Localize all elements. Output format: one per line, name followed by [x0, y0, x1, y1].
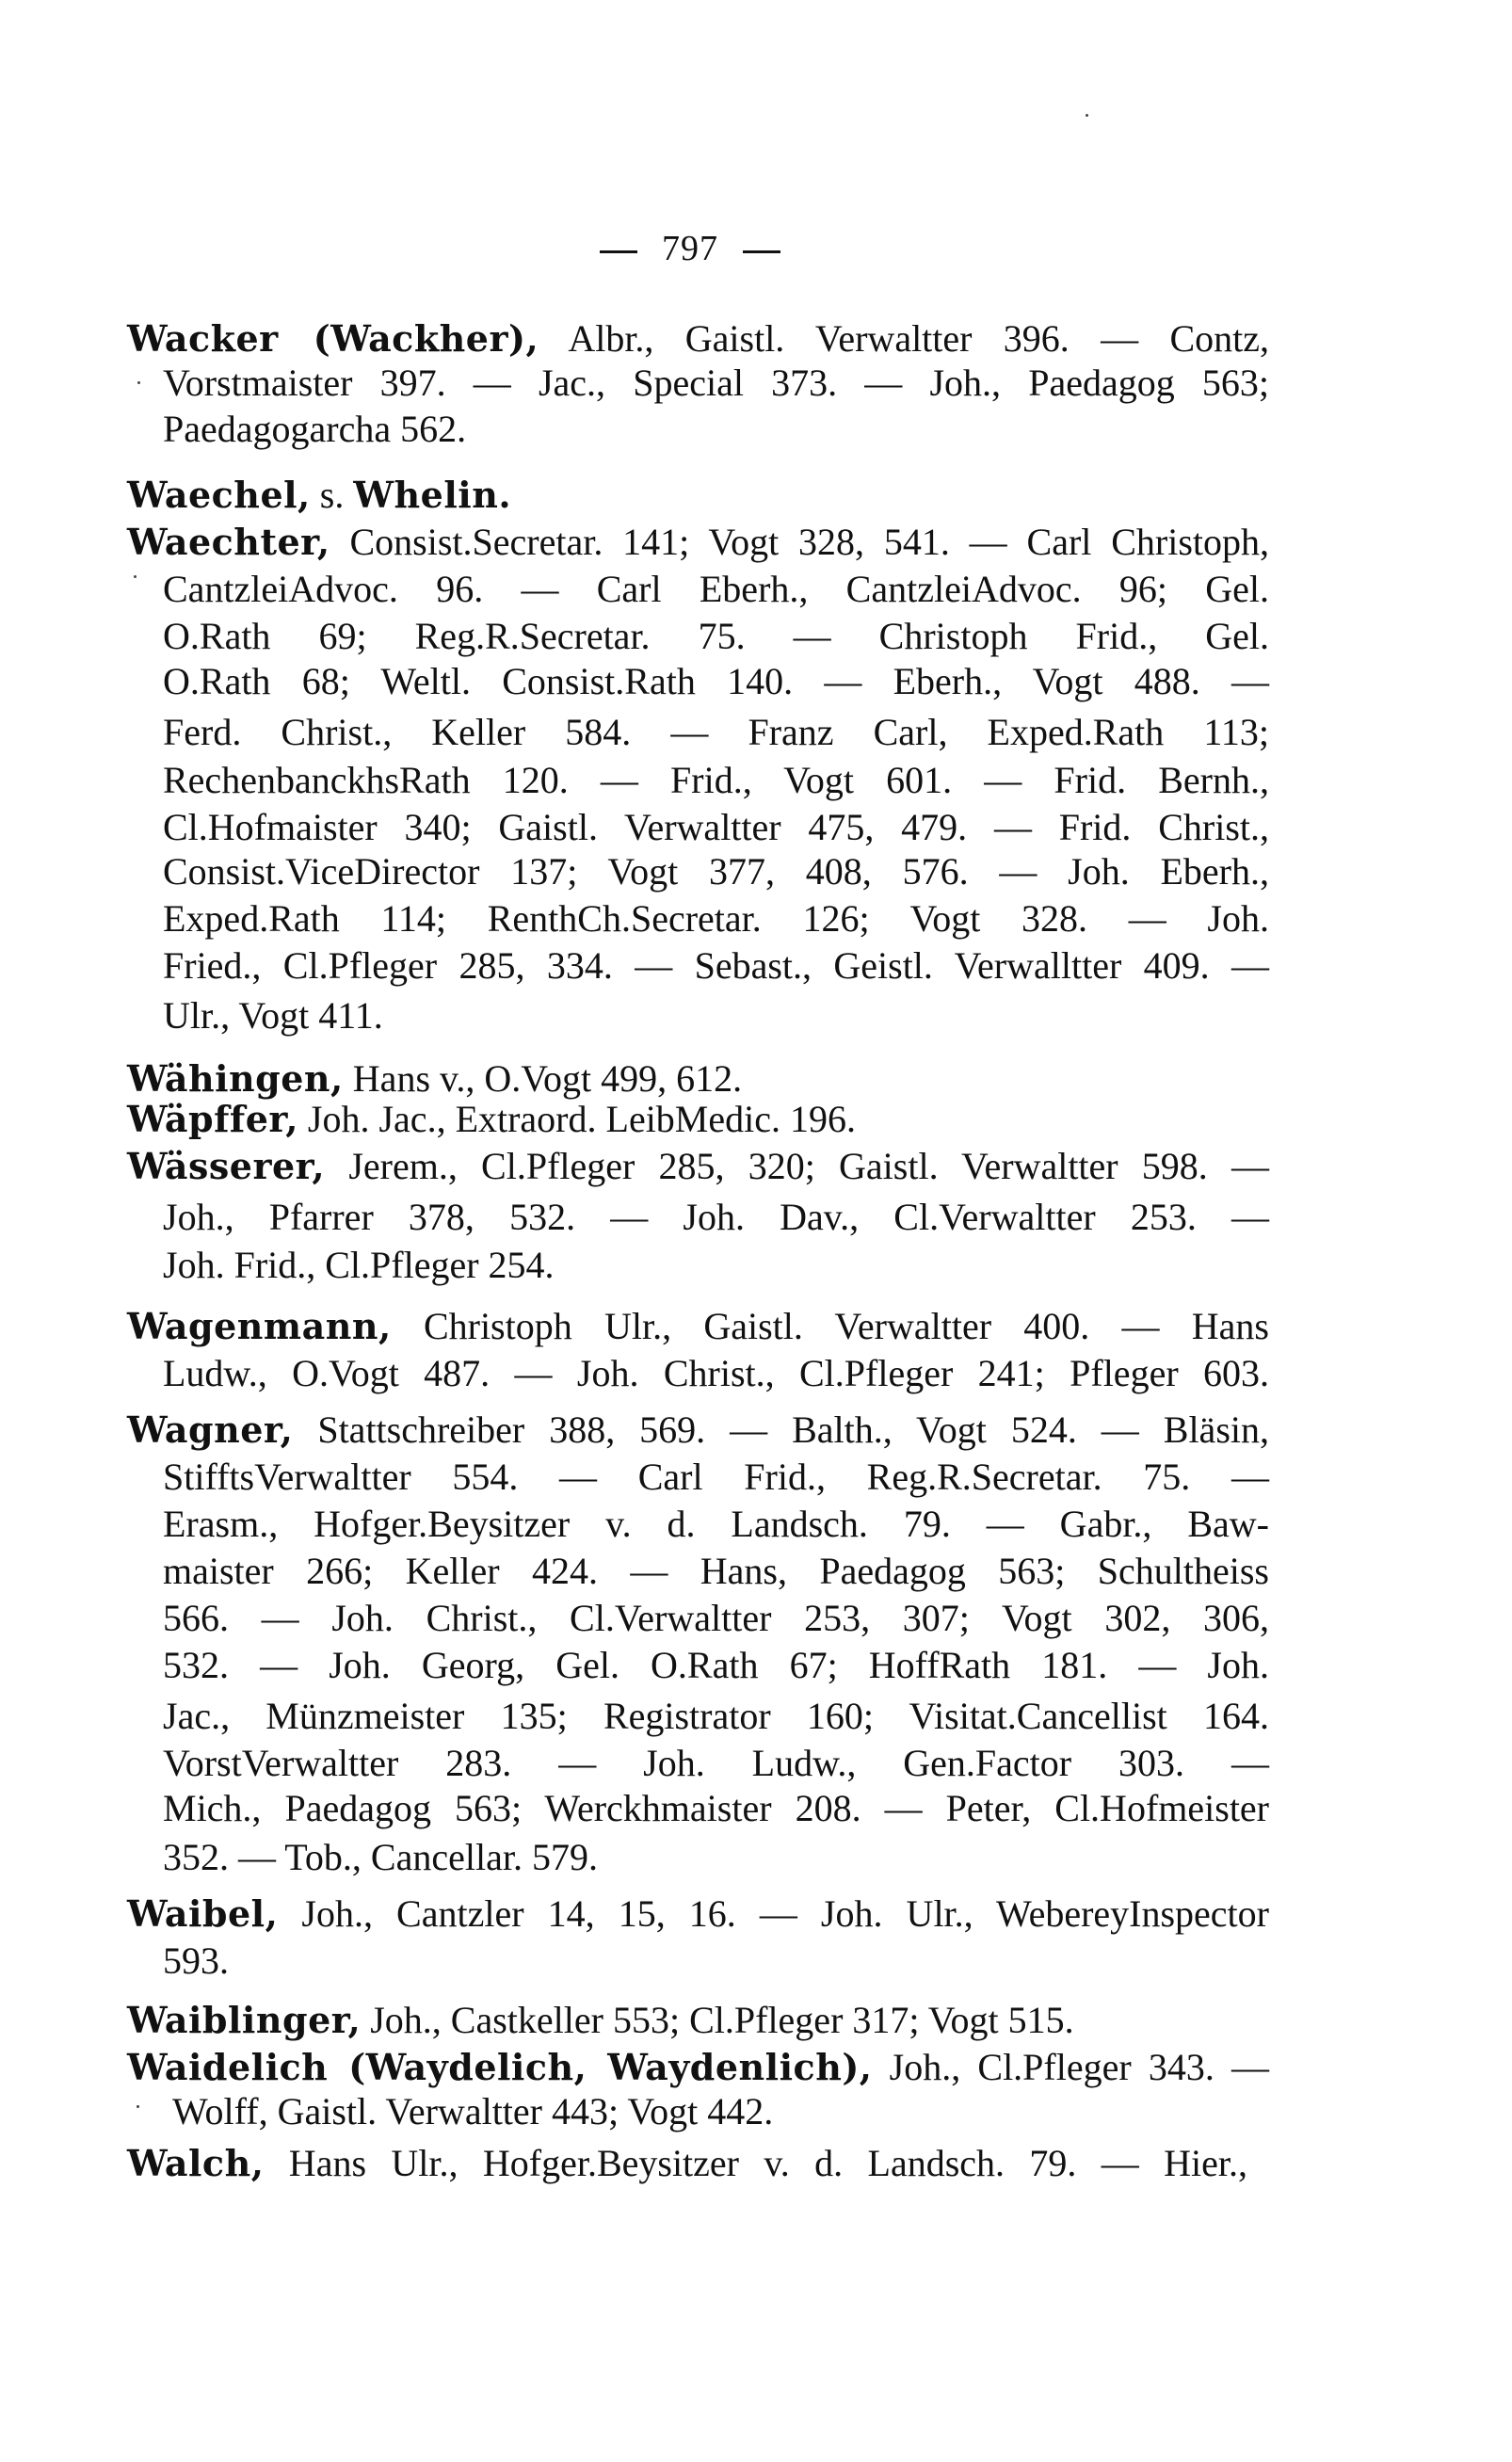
entry-line: Fried., Cl.Pfleger 285, 334. — Sebast., Geistl. Verwalltter 409. —	[163, 944, 1269, 987]
entry-line	[127, 316, 1269, 362]
entry-line: 566. — Joh. Christ., Cl.Verwaltter 253, 307; Vogt 302, 306,	[163, 1597, 1269, 1639]
entry-line: Joh., Pfarrer 378, 532. — Joh. Dav., Cl.Verwaltter 253. —	[163, 1196, 1269, 1238]
headword: Waiblinger,	[127, 1999, 362, 2041]
entry-line: Ulr., Vogt 411.	[163, 994, 383, 1037]
entry-line: O.Rath 69; Reg.R.Secretar. 75. — Christoph Frid., Gel.	[163, 615, 1269, 657]
headword: Wacker (Wackher),	[127, 317, 539, 360]
headword: Waechter,	[127, 521, 330, 563]
entry-text: Jerem., Cl.Pfleger 285, 320; Gaistl. Verwaltter 598. —	[325, 1145, 1269, 1187]
entry-line	[127, 1304, 1269, 1349]
entry-line	[127, 1144, 1269, 1189]
entry-line: CantzleiAdvoc. 96. — Carl Eberh., CantzleiAdvoc. 96; Gel.	[163, 568, 1269, 610]
entry-line	[127, 1998, 1074, 2043]
scan-speck	[137, 381, 140, 384]
headword: Wässerer,	[127, 1145, 326, 1187]
entry-line: maister 266; Keller 424. — Hans, Paedagog 563; Schultheiss	[163, 1550, 1269, 1592]
entry-text: Stattschreiber 388, 569. — Balth., Vogt 524. — Bläsin,	[293, 1408, 1269, 1451]
entry-text: Joh., Cl.Pfleger 343. —	[872, 2046, 1269, 2088]
entry-text: Joh., Castkeller 553; Cl.Pfleger 317; Vogt 515.	[361, 1999, 1074, 2041]
entry-line: Mich., Paedagog 563; Werckhmaister 208. — Peter, Cl.Hofmeister	[163, 1787, 1269, 1829]
entry-line	[127, 2141, 1247, 2186]
entry-line	[127, 1891, 1269, 1937]
entry-line: 352. — Tob., Cancellar. 579.	[163, 1836, 598, 1878]
page-number-value: 797	[662, 229, 718, 268]
entry-line	[127, 1056, 742, 1102]
entry-line: StifftsVerwaltter 554. — Carl Frid., Reg.R.Secretar. 75. —	[163, 1456, 1269, 1498]
entry-text: Albr., Gaistl. Verwaltter 396. — Contz,	[539, 317, 1270, 360]
entry-line: VorstVerwaltter 283. — Joh. Ludw., Gen.Factor 303. —	[163, 1742, 1269, 1784]
entry-line	[127, 473, 511, 518]
headword: Wagenmann,	[127, 1305, 392, 1347]
entry-text: Consist.Secretar. 141; Vogt 328, 541. — Carl Christoph,	[330, 521, 1269, 563]
entry-line: O.Rath 68; Weltl. Consist.Rath 140. — Eberh., Vogt 488. —	[163, 660, 1269, 702]
entry-line	[127, 520, 1269, 565]
headword: Wäpffer,	[127, 1098, 298, 1140]
entry-line: Erasm., Hofger.Beysitzer v. d. Landsch. 79. — Gabr., Baw-	[163, 1503, 1269, 1545]
headword: Waidelich (Waydelich, Waydenlich),	[127, 2046, 873, 2088]
entry-text: Hans v., O.Vogt 499, 612.	[343, 1057, 743, 1100]
entry-line: 593.	[163, 1939, 229, 1982]
entry-text: Joh. Jac., Extraord. LeibMedic. 196.	[298, 1098, 856, 1140]
entry-text: Hans Ulr., Hofger.Beysitzer v. d. Landsch. 79. — Hier.,	[264, 2142, 1247, 2184]
entry-line	[127, 1097, 856, 1142]
entry-line: Jac., Münzmeister 135; Registrator 160; Visitat.Cancellist 164.	[163, 1695, 1269, 1737]
entry-line: Wolff, Gaistl. Verwaltter 443; Vogt 442.	[172, 2090, 774, 2132]
entry-line: RechenbanckhsRath 120. — Frid., Vogt 601. — Frid. Bernh.,	[163, 759, 1269, 801]
cross-reference: Whelin.	[353, 474, 512, 516]
headword: Wagner,	[127, 1408, 294, 1451]
headword: Waechel,	[127, 474, 311, 516]
entry-line: Ferd. Christ., Keller 584. — Franz Carl, Exped.Rath 113;	[163, 711, 1269, 753]
headword: Wähingen,	[127, 1057, 344, 1100]
entry-line: 532. — Joh. Georg, Gel. O.Rath 67; HoffRath 181. — Joh.	[163, 1644, 1269, 1686]
page-number	[0, 228, 1380, 269]
entry-line: Exped.Rath 114; RenthCh.Secretar. 126; Vogt 328. — Joh.	[163, 897, 1269, 940]
entry-line: Joh. Frid., Cl.Pfleger 254.	[163, 1244, 555, 1286]
entry-line	[127, 1408, 1269, 1453]
entry-line: Ludw., O.Vogt 487. — Joh. Christ., Cl.Pfleger 241; Pfleger 603.	[163, 1352, 1269, 1394]
page-number-left-dash	[600, 250, 637, 253]
entry-line: Consist.ViceDirector 137; Vogt 377, 408, 576. — Joh. Eberh.,	[163, 850, 1269, 893]
entry-text: Joh., Cantzler 14, 15, 16. — Joh. Ulr., WebereyInspector	[278, 1892, 1269, 1935]
scan-speck	[1086, 114, 1088, 117]
scan-speck	[134, 575, 137, 578]
headword: Waibel,	[127, 1892, 279, 1935]
entry-line	[127, 2045, 1269, 2090]
entry-text: Christoph Ulr., Gaistl. Verwaltter 400. — Hans	[391, 1305, 1269, 1347]
entry-line: Cl.Hofmaister 340; Gaistl. Verwaltter 475, 479. — Frid. Christ.,	[163, 806, 1269, 848]
page-number-right-dash	[743, 250, 780, 253]
entry-text: s.	[310, 474, 354, 516]
headword: Walch,	[127, 2142, 265, 2184]
scan-speck	[137, 2105, 139, 2108]
entry-line: Paedagogarcha 562.	[163, 408, 467, 450]
entry-line: Vorstmaister 397. — Jac., Special 373. — Joh., Paedagog 563;	[163, 362, 1269, 404]
